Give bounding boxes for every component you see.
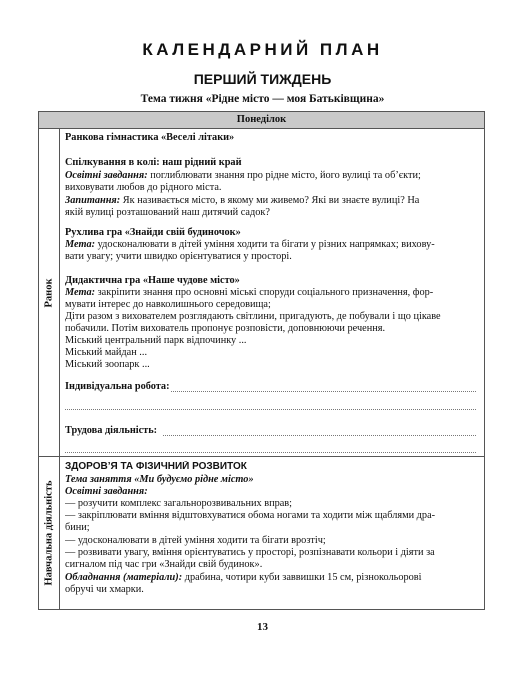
day-header: Понеділок bbox=[39, 112, 484, 129]
circle-title: Спілкування в колі: наш рідний край bbox=[65, 157, 242, 168]
equipment-line2: обручі чи хмарки. bbox=[65, 584, 144, 595]
labor-activity-label: Трудова діяльність: bbox=[65, 425, 158, 436]
labor-activity-line2 bbox=[65, 452, 476, 453]
circle-question-line2: якій вулиці розташований наш дитячий садок? bbox=[65, 207, 270, 218]
column-divider bbox=[59, 129, 60, 609]
learning-item-2a: — закріплювати вміння відштовхуватися обома ногами та ходити між щаблями дра- bbox=[65, 510, 436, 521]
game2-goal-line2: мувати інтерес до навколишнього середовища; bbox=[65, 299, 271, 310]
row-label-morning: Ранок bbox=[43, 277, 55, 308]
game2-item-1: Міський центральний парк відпочинку ... bbox=[65, 335, 247, 346]
game2-item-2: Міський майдан ... bbox=[65, 347, 148, 358]
game1-goal-label: Мета: bbox=[65, 239, 96, 250]
learning-item-4b: сигналом під час гри «Знайди свій будинок». bbox=[65, 559, 263, 570]
individual-work-label: Індивідуальна робота: bbox=[65, 381, 170, 392]
game2-text-line2: побачили. Потім вихователь пропонує розповісти, доповнюючи речення. bbox=[65, 323, 386, 334]
week-title: ПЕРШИЙ ТИЖДЕНЬ bbox=[193, 71, 332, 87]
week-theme: Тема тижня «Рідне місто — моя Батьківщина» bbox=[140, 93, 385, 105]
game1-goal-text1: удосконалювати в дітей уміння ходити та бігати у різних напрямках; вихову- bbox=[95, 239, 435, 250]
game2-item-3: Міський зоопарк ... bbox=[65, 359, 150, 370]
learning-topic: Тема заняття «Ми будуємо рідне місто» bbox=[65, 474, 254, 485]
game2-goal-line1 bbox=[65, 287, 477, 299]
game2-title: Дидактична гра «Наше чудове місто» bbox=[65, 275, 240, 286]
learning-goals-label: Освітні завдання: bbox=[65, 486, 148, 497]
row-label-learning: Навчальна діяльність bbox=[43, 480, 55, 586]
game2-goal-label: Мета: bbox=[65, 287, 96, 298]
circle-question-line1 bbox=[65, 195, 477, 207]
circle-goals-line1 bbox=[65, 170, 477, 182]
row-label-cell-morning bbox=[39, 129, 59, 456]
circle-goals-label: Освітні завдання: bbox=[65, 170, 148, 181]
game1-title: Рухлива гра «Знайди свій будиночок» bbox=[65, 227, 241, 238]
circle-question-text1: Як називається місто, в якому ми живемо? Які ви знаєте вулиці? На bbox=[120, 195, 420, 206]
game1-goal-line2: вати увагу; учити швидко орієнтуватися у просторі. bbox=[65, 251, 292, 262]
game2-goal-text1: закріпити знання про основні міські споруди соціального призначення, фор- bbox=[95, 287, 434, 298]
learning-item-4a: — розвивати увагу, вміння орієнтуватись у просторі, розпізнавати кольори і діяти за bbox=[65, 547, 435, 558]
page-number: 13 bbox=[257, 621, 268, 633]
circle-question-label: Запитання: bbox=[65, 195, 121, 206]
equipment-text1: драбина, чотири куби заввишки 15 см, різнокольорові bbox=[182, 572, 422, 583]
learning-section-title: ЗДОРОВ’Я ТА ФІЗИЧНИЙ РОЗВИТОК bbox=[65, 461, 247, 472]
row-divider bbox=[39, 456, 484, 457]
page-title: КАЛЕНДАРНИЙ ПЛАН bbox=[142, 40, 383, 59]
morning-exercise: Ранкова гімнастика «Веселі літаки» bbox=[65, 132, 235, 143]
row-label-cell-learning bbox=[39, 457, 59, 609]
labor-activity-line1 bbox=[163, 435, 476, 436]
equipment-label: Обладнання (матеріали): bbox=[65, 572, 183, 583]
learning-item-1: — розучити комплекс загальнорозвивальних вправ; bbox=[65, 498, 293, 509]
equipment-line1 bbox=[65, 572, 477, 584]
circle-goals-line2: виховувати любов до рідного міста. bbox=[65, 182, 222, 193]
learning-item-3: — удосконалювати в дітей уміння ходити та бігати врозтіч; bbox=[65, 535, 326, 546]
game1-goal-line1 bbox=[65, 239, 477, 251]
game2-text-line1: Діти разом з вихователем розглядають світлини, пригадують, де побували і що цікаве bbox=[65, 311, 441, 322]
circle-goals-text1: поглиблювати знання про рідне місто, його вулиці та об’єкти; bbox=[147, 170, 421, 181]
individual-work-line1 bbox=[171, 391, 476, 392]
learning-item-2b: бини; bbox=[65, 522, 90, 533]
individual-work-line2 bbox=[65, 409, 476, 410]
